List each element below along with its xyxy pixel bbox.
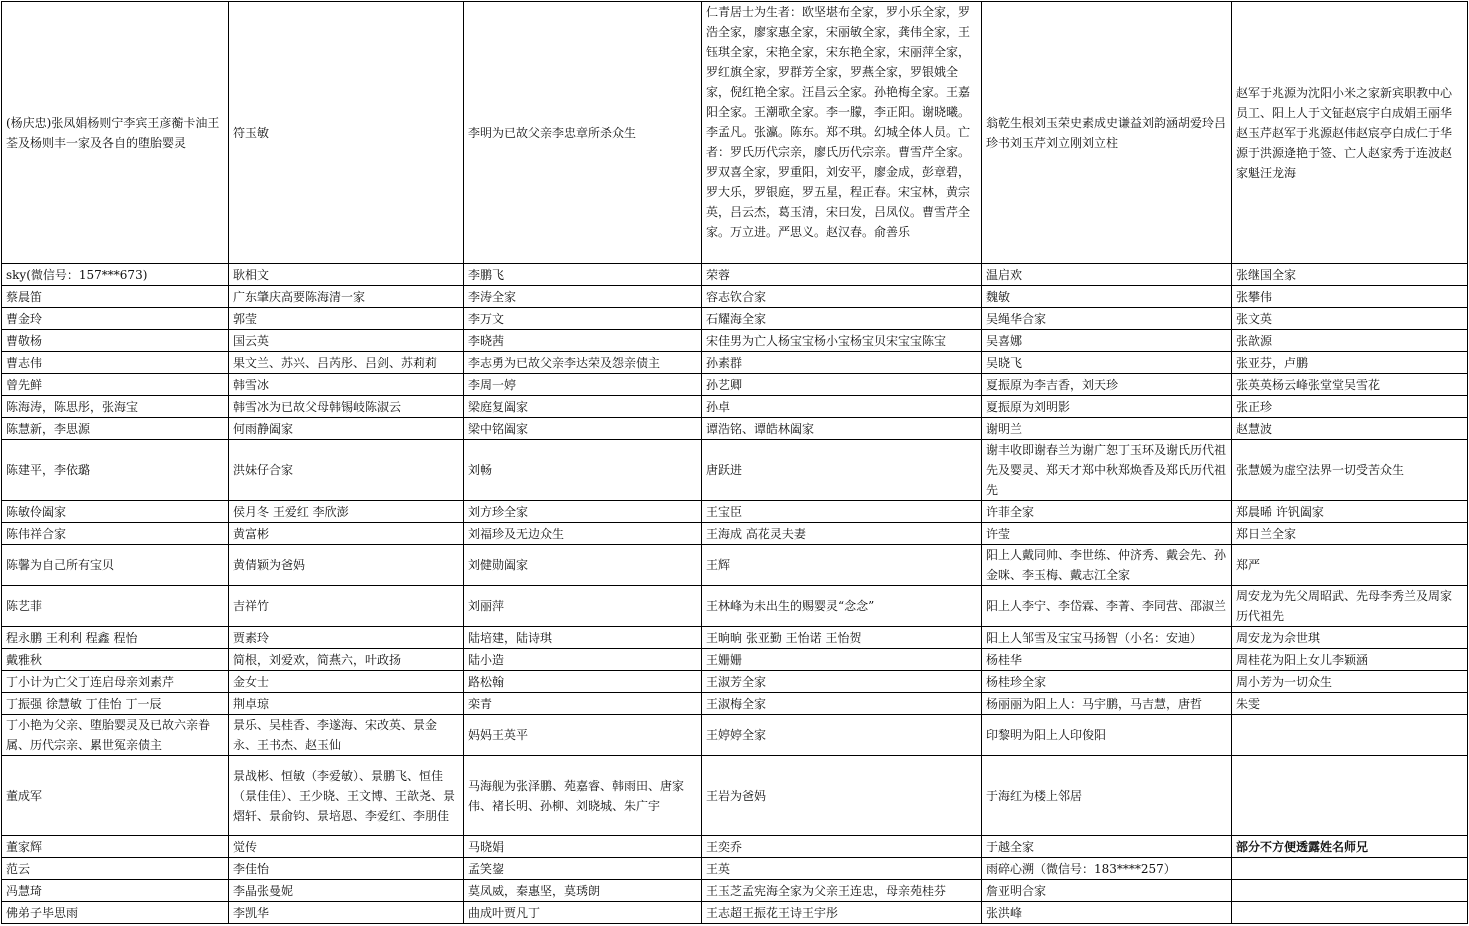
table-row: [2, 2, 1468, 264]
table-cell: 雨碎心溯（微信号：183****257）: [982, 858, 1232, 880]
table-row: [2, 671, 1468, 693]
table-cell: [1232, 715, 1468, 756]
table-cell: 广东肇庆高要陈海清一家: [229, 286, 464, 308]
table-cell: 陈伟祥合家: [2, 523, 229, 545]
table-cell: 张英英杨云峰张堂堂吴雪花: [1232, 374, 1468, 396]
table-cell: 杨桂华: [982, 649, 1232, 671]
table-cell: 郭莹: [229, 308, 464, 330]
table-cell: 郑日兰全家: [1232, 523, 1468, 545]
table-cell: 韩雪冰: [229, 374, 464, 396]
table-cell: 孟笑鋆: [464, 858, 702, 880]
table-cell: 曾先鲜: [2, 374, 229, 396]
table-cell: 曲成叶贾凡丁: [464, 902, 702, 924]
table-cell: 韩雪冰为已故父母韩锡岐陈淑云: [229, 396, 464, 418]
table-cell: 马海舰为张泽鹏、苑嘉睿、韩雨田、唐家伟、褚长明、孙柳、刘晓城、朱广宇: [464, 756, 702, 836]
table-cell: 阳上人戴同帅、李世练、仲济秀、戴会先、孙金咪、李玉梅、戴志江全家: [982, 545, 1232, 586]
table-cell: 国云英: [229, 330, 464, 352]
table-cell: 刘福珍及无边众生: [464, 523, 702, 545]
table-cell: [1232, 880, 1468, 902]
table-cell: 王辉: [702, 545, 982, 586]
table-cell: 陈慧新，李思源: [2, 418, 229, 440]
table-cell: 张正珍: [1232, 396, 1468, 418]
table-row: [2, 352, 1468, 374]
table-row: [2, 286, 1468, 308]
table-row: [2, 715, 1468, 756]
table-row: [2, 756, 1468, 836]
table-cell: 李周一婷: [464, 374, 702, 396]
table-cell: 郑严: [1232, 545, 1468, 586]
table-cell: 孙素群: [702, 352, 982, 374]
table-cell: 王志超王振花王诗王宇彤: [702, 902, 982, 924]
table-row: [2, 264, 1468, 286]
table-cell: 詹亚明合家: [982, 880, 1232, 902]
table-cell: 曹金玲: [2, 308, 229, 330]
table-cell: 栾青: [464, 693, 702, 715]
table-cell: [1232, 902, 1468, 924]
table-cell: 丁小艳为父亲、堕胎婴灵及已故六亲眷属、历代宗亲、累世冤亲债主: [2, 715, 229, 756]
table-cell: 许莹: [982, 523, 1232, 545]
table-cell: 石耀海全家: [702, 308, 982, 330]
table-row: [2, 693, 1468, 715]
table-cell: [702, 2, 982, 264]
table-cell: 丁小计为亡父丁连启母亲刘素芹: [2, 671, 229, 693]
table-cell: 梁中铭阖家: [464, 418, 702, 440]
table-cell: 周安龙为先父周昭武、先母李秀兰及周家历代祖先: [1232, 586, 1468, 627]
table-cell: 李鹏飞: [464, 264, 702, 286]
table-cell: 景乐、吴桂香、李遂海、宋改英、景金永、王书杰、赵玉仙: [229, 715, 464, 756]
table-cell: 陆小造: [464, 649, 702, 671]
table-cell: 印黎明为阳上人印俊阳: [982, 715, 1232, 756]
table-cell: 陈建平，李依璐: [2, 440, 229, 501]
table-cell: 郑晨晞 许钒阖家: [1232, 501, 1468, 523]
table-cell: 刘丽萍: [464, 586, 702, 627]
table-cell: 黄倩颖为爸妈: [229, 545, 464, 586]
table-cell: 谭浩铭、谭皓林阖家: [702, 418, 982, 440]
table-cell: 陈馨为自己所有宝贝: [2, 545, 229, 586]
table-cell: 丁振强 徐慧敏 丁佳怡 丁一辰: [2, 693, 229, 715]
table-cell: 朱雯: [1232, 693, 1468, 715]
table-cell: 董成军: [2, 756, 229, 836]
table-cell: 王婷婷全家: [702, 715, 982, 756]
table-cell: 耿相文: [229, 264, 464, 286]
table-row: [2, 308, 1468, 330]
table-cell: [1232, 756, 1468, 836]
table-cell: 周小芳为一切众生: [1232, 671, 1468, 693]
table-cell: 夏振原为李吉香，刘天珍: [982, 374, 1232, 396]
table-cell: 李佳怡: [229, 858, 464, 880]
table-cell: 许菲全家: [982, 501, 1232, 523]
table-cell: 张歆源: [1232, 330, 1468, 352]
table-cell: 妈妈王英平: [464, 715, 702, 756]
table-cell: 部分不方便透露姓名师兄: [1232, 836, 1468, 858]
table-cell: 陆培建，陆诗琪: [464, 627, 702, 649]
table-cell: 王晌晌 张亚勤 王怡诺 王怡贺: [702, 627, 982, 649]
table-cell: 赵慧波: [1232, 418, 1468, 440]
table-cell: 宋佳男为亡人杨宝宝杨小宝杨宝贝宋宝宝陈宝: [702, 330, 982, 352]
table-cell: 容志钦合家: [702, 286, 982, 308]
table-row: [2, 627, 1468, 649]
table-cell: 赵军于兆源为沈阳小米之家新宾职教中心员工、阳上人于文钲赵宸宇白成娟王丽华赵玉芹赵军于兆源赵伟赵宸亭白成仁于华源于洪源逄艳于签、亡人赵家秀于连波赵家魁汪龙海: [1232, 2, 1468, 264]
table-row: [2, 836, 1468, 858]
table-cell: 于越全家: [982, 836, 1232, 858]
table-cell: 王岩为爸妈: [702, 756, 982, 836]
name-list-table: [1, 1, 1468, 924]
table-cell: sky(微信号：157***673): [2, 264, 229, 286]
table-cell: 谢明兰: [982, 418, 1232, 440]
table-cell: 翁乾生根刘玉荣史素成史谦益刘韵涵胡爱玲吕珍书刘玉芹刘立刚刘立柱: [982, 2, 1232, 264]
table-cell: 吉祥竹: [229, 586, 464, 627]
table-cell: (杨庆忠)张凤娟杨则宁李宾王彦蘅卡油王荃及杨则丰一家及各自的堕胎婴灵: [2, 2, 229, 264]
table-cell: 刘方珍全家: [464, 501, 702, 523]
table-cell: 戴雅秋: [2, 649, 229, 671]
table-cell: 张攀伟: [1232, 286, 1468, 308]
table-cell: 阳上人李宁、李岱霖、李菁、李同营、邵淑兰: [982, 586, 1232, 627]
table-cell: 贾素玲: [229, 627, 464, 649]
table-cell: 王奕乔: [702, 836, 982, 858]
table-cell: 王林峰为未出生的赐婴灵“念念”: [702, 586, 982, 627]
table-row: [2, 523, 1468, 545]
table-cell: 王英: [702, 858, 982, 880]
table-cell: 程永鹏 王利利 程鑫 程怡: [2, 627, 229, 649]
table-cell: 周桂花为阳上女儿李颖涵: [1232, 649, 1468, 671]
table-cell: 王淑芳全家: [702, 671, 982, 693]
table-row: [2, 330, 1468, 352]
table-cell: 梁庭复阖家: [464, 396, 702, 418]
table-row: [2, 396, 1468, 418]
table-cell: 范云: [2, 858, 229, 880]
table-cell: 李晓茜: [464, 330, 702, 352]
table-cell: 杨桂珍全家: [982, 671, 1232, 693]
table-cell: 何雨静阖家: [229, 418, 464, 440]
table-cell: 陈海涛，陈思彤，张海宝: [2, 396, 229, 418]
table-cell: 荆卓琼: [229, 693, 464, 715]
table-cell: 吴绳华合家: [982, 308, 1232, 330]
table-cell: 路松翰: [464, 671, 702, 693]
table-cell: 果文兰、苏兴、吕芮彤、吕剑、苏莉莉: [229, 352, 464, 374]
table-cell: 曹敬杨: [2, 330, 229, 352]
table-cell: 刘健勋阖家: [464, 545, 702, 586]
table-cell: 阳上人邹雪及宝宝马扬智（小名：安迪）: [982, 627, 1232, 649]
cell-text: 仁青居士为生者：欧坚堪布全家，罗小乐全家，罗浩全家，廖家惠全家，宋丽敏全家，龚伟全家，王钰琪全家，宋艳全家，宋东艳全家，宋丽萍全家，罗红旗全家，罗群芳全家，罗燕全家，罗银娥全家，倪红艳全家。汪昌云全家。孙艳梅全家。王嘉阳全家。王潮歌全家。李一朦，李正阳。谢晓曦。李孟凡。张瀛。陈东。郑不琪。幻城全体人员。亡者：罗氏历代宗亲，廖氏历代宗亲。曹雪芹全家。罗双喜全家，罗重阳，刘安平，廖金成，彭章碧，罗大乐，罗银庭，罗五星，程正春。宋宝林，黄宗英，吕云杰，葛玉清，宋曰发，吕凤仪。曹雪芹全家。万立进。严思义。赵汉春。俞善乐: [706, 5, 971, 239]
table-cell: 冯慧琦: [2, 880, 229, 902]
table-cell: 张慧媛为虚空法界一切受苦众生: [1232, 440, 1468, 501]
table-cell: 陈敏伶阖家: [2, 501, 229, 523]
table-cell: 吴晓飞: [982, 352, 1232, 374]
table-row: [2, 902, 1468, 924]
table-cell: 夏振原为刘明影: [982, 396, 1232, 418]
table-row: [2, 374, 1468, 396]
table-cell: 李志勇为已故父亲李达荣及怨亲债主: [464, 352, 702, 374]
table-cell: 吴喜娜: [982, 330, 1232, 352]
table-row: [2, 501, 1468, 523]
table-cell: 荣蓉: [702, 264, 982, 286]
table-cell: 张亚芬，卢鹏: [1232, 352, 1468, 374]
table-row: [2, 858, 1468, 880]
table-cell: 侯月冬 王爱红 李欣澎: [229, 501, 464, 523]
table-cell: 马晓娟: [464, 836, 702, 858]
table-cell: 孙卓: [702, 396, 982, 418]
table-cell: 佛弟子毕思雨: [2, 902, 229, 924]
table-cell: 王玉芝孟宪海全家为父亲王连忠，母亲苑桂芬: [702, 880, 982, 902]
table-cell: 周安龙为佘世琪: [1232, 627, 1468, 649]
table-cell: 李凯华: [229, 902, 464, 924]
table-cell: 觉传: [229, 836, 464, 858]
table-cell: 李涛全家: [464, 286, 702, 308]
table-cell: 于海红为楼上邻居: [982, 756, 1232, 836]
table-cell: 王姗姗: [702, 649, 982, 671]
table-cell: 杨丽丽为阳上人：马宇鹏，马吉慧，唐哲: [982, 693, 1232, 715]
table-cell: 刘畅: [464, 440, 702, 501]
table-row: [2, 440, 1468, 501]
table-cell: 李明为已故父亲李忠章所杀众生: [464, 2, 702, 264]
table-cell: 李晶张曼妮: [229, 880, 464, 902]
table-cell: 董家辉: [2, 836, 229, 858]
table-row: [2, 418, 1468, 440]
table-row: [2, 880, 1468, 902]
table-cell: 李万文: [464, 308, 702, 330]
table-cell: 符玉敏: [229, 2, 464, 264]
table-cell: 黄富彬: [229, 523, 464, 545]
table-cell: 张继国全家: [1232, 264, 1468, 286]
table-row: [2, 545, 1468, 586]
table-cell: 陈艺菲: [2, 586, 229, 627]
table-cell: 王海成 高花灵夫妻: [702, 523, 982, 545]
table-cell: 王宝臣: [702, 501, 982, 523]
table-cell: 孙艺卿: [702, 374, 982, 396]
table-row: [2, 586, 1468, 627]
table-cell: 谢丰收即谢春兰为谢广恕丁玉环及谢氏历代祖先及婴灵、郑天才郑中秋郑焕香及郑氏历代祖先: [982, 440, 1232, 501]
table-cell: 金女士: [229, 671, 464, 693]
table-cell: 张文英: [1232, 308, 1468, 330]
table-cell: 简根，刘爱欢，简燕六，叶政扬: [229, 649, 464, 671]
table-cell: [1232, 858, 1468, 880]
table-cell: 蔡晨笛: [2, 286, 229, 308]
table-cell: 洪妹仔合家: [229, 440, 464, 501]
table-row: [2, 649, 1468, 671]
table-cell: 莫凤威，秦惠坚，莫琇朗: [464, 880, 702, 902]
table-cell: 魏敏: [982, 286, 1232, 308]
table-cell: 景战彬、恒敏（李爱敏）、景鹏飞、恒佳（景佳佳）、王少晓、王文博、王歆尧、景熠轩、景俞钧、景培恩、李爱红、李朋佳: [229, 756, 464, 836]
table-cell: 唐跃进: [702, 440, 982, 501]
table-cell: 王淑梅全家: [702, 693, 982, 715]
table-cell: 温启欢: [982, 264, 1232, 286]
table-cell: 张洪峰: [982, 902, 1232, 924]
table-cell: 曹志伟: [2, 352, 229, 374]
